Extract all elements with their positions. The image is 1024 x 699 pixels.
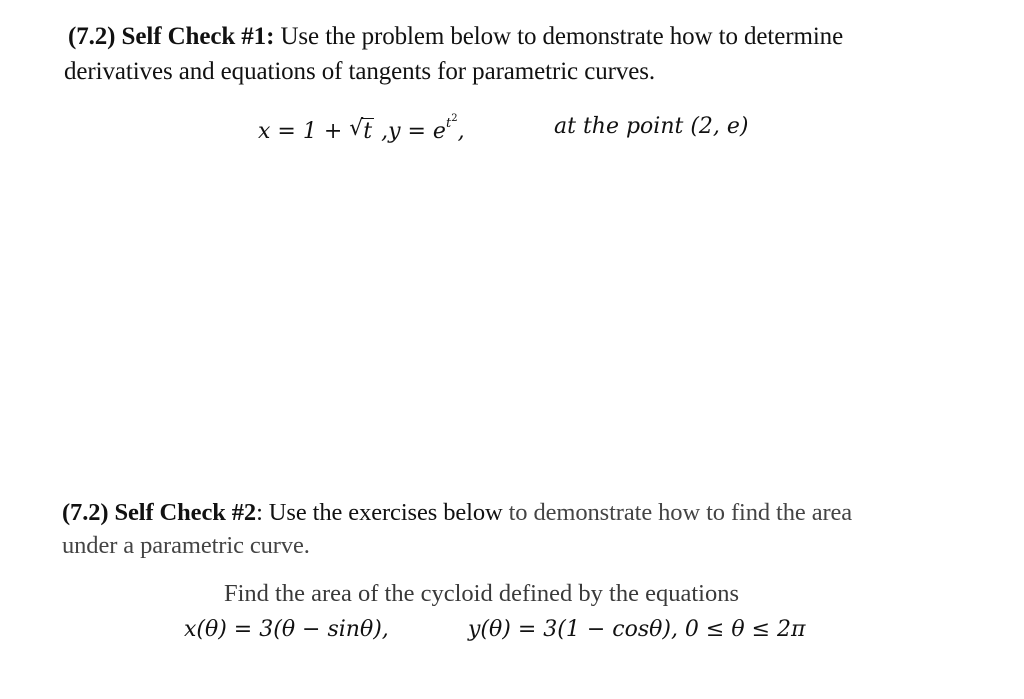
self-check-2-paragraph bbox=[62, 496, 1002, 562]
x-equation-lhs: x = 1 + bbox=[258, 119, 350, 144]
square-root: √ t bbox=[349, 116, 373, 144]
cycloid-x-equation: x(θ) = 3(θ − sinθ), bbox=[184, 617, 389, 642]
self-check-2-gray-text: to demonstrate how to find the area bbox=[502, 499, 853, 526]
cycloid-instruction: Find the area of the cycloid defined by the equations bbox=[224, 580, 740, 607]
self-check-1-paragraph bbox=[64, 19, 964, 89]
self-check-1-text-line-1: Use the problem below to demonstrate how to determine bbox=[274, 23, 844, 50]
parametric-equations-1 bbox=[258, 113, 465, 144]
self-check-2-text: : Use the exercises below bbox=[256, 499, 503, 526]
y-equation-part: ,y = e bbox=[374, 119, 446, 144]
self-check-2-text-line-2: under a parametric curve. bbox=[62, 532, 310, 559]
exponent-base: t bbox=[445, 116, 452, 131]
cycloid-y-equation: y(θ) = 3(1 − cosθ), 0 ≤ θ ≤ 2π bbox=[468, 617, 806, 642]
sqrt-argument: t bbox=[363, 119, 373, 144]
point-condition: at the point (2, e) bbox=[554, 114, 749, 139]
self-check-1-text-line-2: derivatives and equations of tangents for parametric curves. bbox=[64, 58, 655, 85]
equation-tail: , bbox=[457, 119, 465, 144]
self-check-1-heading: (7.2) Self Check #1: bbox=[68, 23, 275, 50]
self-check-2-heading: (7.2) Self Check #2 bbox=[62, 499, 257, 526]
exponent-power: 2 bbox=[451, 113, 458, 124]
